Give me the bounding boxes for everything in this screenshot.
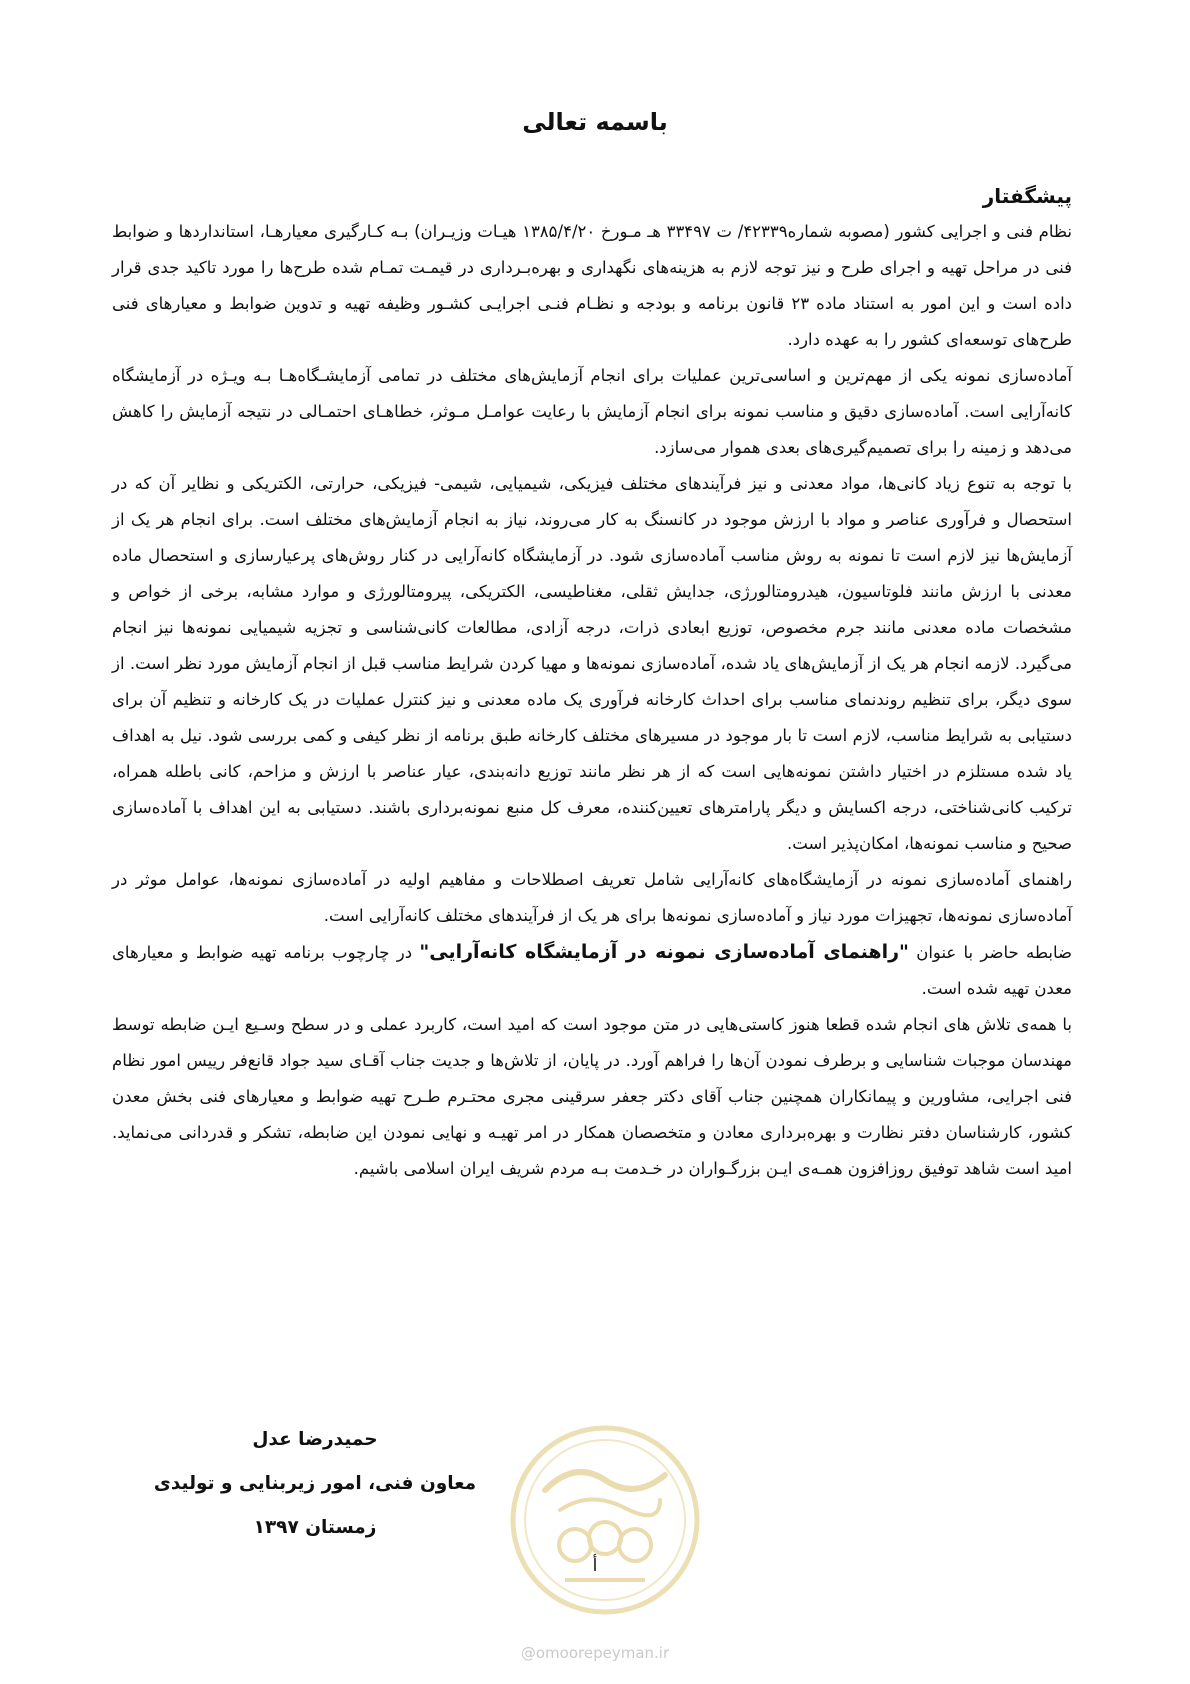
page-number: أ — [592, 1556, 598, 1576]
signatory-role: معاون فنی، امور زیربنایی و تولیدی — [153, 1473, 477, 1494]
title-paragraph-lead: ضابطه حاضر با عنوان — [908, 943, 1073, 962]
paragraph-4: راهنمای آماده‌سازی نمونه در آزمایشگاه‌های کانه‌آرایی شامل تعریف اصطلاحات و مفاهیم اولیه در آماده‌سازی نمونه‌ها، عوامل موثر در آماده‌سازی نمونه‌ها، تجهیزات مورد نیاز و آماده‌سازی نمونه‌ها برای هر یک از فرآیندهای مختلف کانه‌آرایی است. — [112, 870, 1072, 925]
title-paragraph — [112, 934, 1072, 1007]
closing-paragraph: با همه‌ی تلاش های انجام شده قطعا هنوز کاستی‌هایی در متن موجود است که امید است، کاربرد عملی و در سطح وسـیع ایـن ضابطه توسط مهندسان موجبات شناسایی و برطرف نمودن آن‌ها را فراهم آورد. در پایان، از تلاش‌ها و جدیت جناب آقـای سید جواد قانع‌فر رییس امور نظام فنی اجرایی، مشاورین و پیمانکاران همچنین جناب آقای دکتر جعفر سرقینی مجری محتـرم طـرح تهیه ضوابط و معیارهای فنی بخش معدن کشور، کارشناسان دفتر نظارت و بهره‌برداری معادن و متخصصان همکار در امر تهیـه و نهایی نمودن این ضابطه، تشکر و قدردانی می‌نماید. امید است شاهد توفیق روزافزون همـه‌ی ایـن بزرگـواران در خـدمت بـه مردم شریف ایران اسلامی باشیم. — [112, 1015, 1072, 1178]
paragraph-1: نظام فنی و اجرایی کشور (مصوبه شماره۴۲۳۳۹/ ت ۳۳۴۹۷ هـ مـورخ ۱۳۸۵/۴/۲۰ هیـات وزیـران) بـه کـارگیری معیارهـا، استانداردها و ضوابط فنی در مراحل تهیه و اجرای طرح و نیز توجه لازم به هزینه‌های نگهداری و بهره‌بـرداری در قیمـت تمـام شده طرح‌ها را مورد تاکید جدی قرار داده است و این امور به استناد ماده ۲۳ قانون برنامه و بودجه و نظـام فنـی اجرایـی کشـور وظیفه تهیه و تدوین ضوابط و معیارهای فنی طرح‌های توسعه‌ای کشور را به عهده دارد. — [112, 222, 1073, 349]
watermark-seal-icon — [505, 1420, 705, 1620]
page-heading: باسمه تعالی — [522, 108, 668, 136]
document-body — [112, 178, 1072, 1187]
signatory-name: حمیدرضا عدل — [252, 1429, 378, 1450]
signature-date: زمستان ۱۳۹۷ — [253, 1517, 377, 1538]
guideline-title: "راهنمای آماده‌سازی نمونه در آزمایشگاه کانه‌آرایی" — [419, 941, 909, 963]
paragraph-3: با توجه به تنوع زیاد کانی‌ها، مواد معدنی و نیز فرآیندهای مختلف فیزیکی، شیمیایی، شیمی- فیزیکی، حرارتی، الکتریکی و نظایر آن که در استحصال و فرآوری عناصر و مواد با ارزش موجود در کانسنگ به کار می‌روند، نیاز به انجام آزمایش‌های مختلف است. برای انجام هر یک از آزمایش‌ها نیز لازم است تا نمونه به روش مناسب آماده‌سازی شود. در آزمایشگاه کانه‌آرایی در کنار روش‌های پرعیارسازی و استحصال ماده معدنی با ارزش مانند فلوتاسیون، هیدرومتالورژی، جدایش ثقلی، مغناطیسی، الکتریکی، پیرومتالورژی و موارد مشابه، برخی از خواص و مشخصات ماده معدنی مانند جرم مخصوص، توزیع ابعادی ذرات، درجه آزادی، مطالعات کانی‌شناسی و تجزیه شیمیایی نمونه‌ها نیز انجام می‌گیرد. لازمه انجام هر یک از آزمایش‌های یاد شده، آماده‌سازی نمونه‌ها و مهیا کردن شرایط مناسب قبل از انجام آزمایش مورد نظر است. از سوی دیگر، برای تنظیم روندنمای مناسب برای احداث کارخانه فرآوری یک ماده معدنی و نیز کنترل عملیات در یک کارخانه و تنظیم آن برای دستیابی به شرایط مناسب، لازم است تا بار موجود در مسیرهای مختلف کارخانه طبق برنامه از نظر کیفی و کمی بررسی شود. نیل به اهداف یاد شده مستلزم در اختیار داشتن نمونه‌هایی است که از هر نظر مانند توزیع دانه‌بندی، عیار عناصر با ارزش و مزاحم، کانی باطله همراه، ترکیب کانی‌شناختی، درجه اکسایش و دیگر پارامترهای تعیین‌کننده، معرف کل منبع نمونه‌برداری باشند. دستیابی به این اهداف با آماده‌سازی صحیح و مناسب نمونه‌ها، امکان‌پذیر است. — [112, 474, 1072, 853]
section-title: پیشگفتار — [982, 184, 1072, 208]
watermark-site-text: @omoorepeyman.ir — [520, 1644, 670, 1662]
title-paragraph-tail: در چارچوب برنامه تهیه ضوابط و معیارهای معدن تهیه شده است. — [112, 943, 1072, 998]
signature-block — [150, 1418, 480, 1550]
paragraph-2: آماده‌سازی نمونه یکی از مهم‌ترین و اساسی‌ترین عملیات برای انجام آزمایش‌های مختلف در تمامی آزمایشـگاه‌هـا بـه ویـژه در آزمایشگاه کانه‌آرایی است. آماده‌سازی دقیق و مناسب نمونه برای انجام آزمایش با رعایت عوامـل مـوثر، خطاهـای احتمـالی در نتیجه آزمایش را کاهش می‌دهد و زمینه را برای تصمیم‌گیری‌های بعدی هموار می‌سازد. — [112, 366, 1072, 457]
